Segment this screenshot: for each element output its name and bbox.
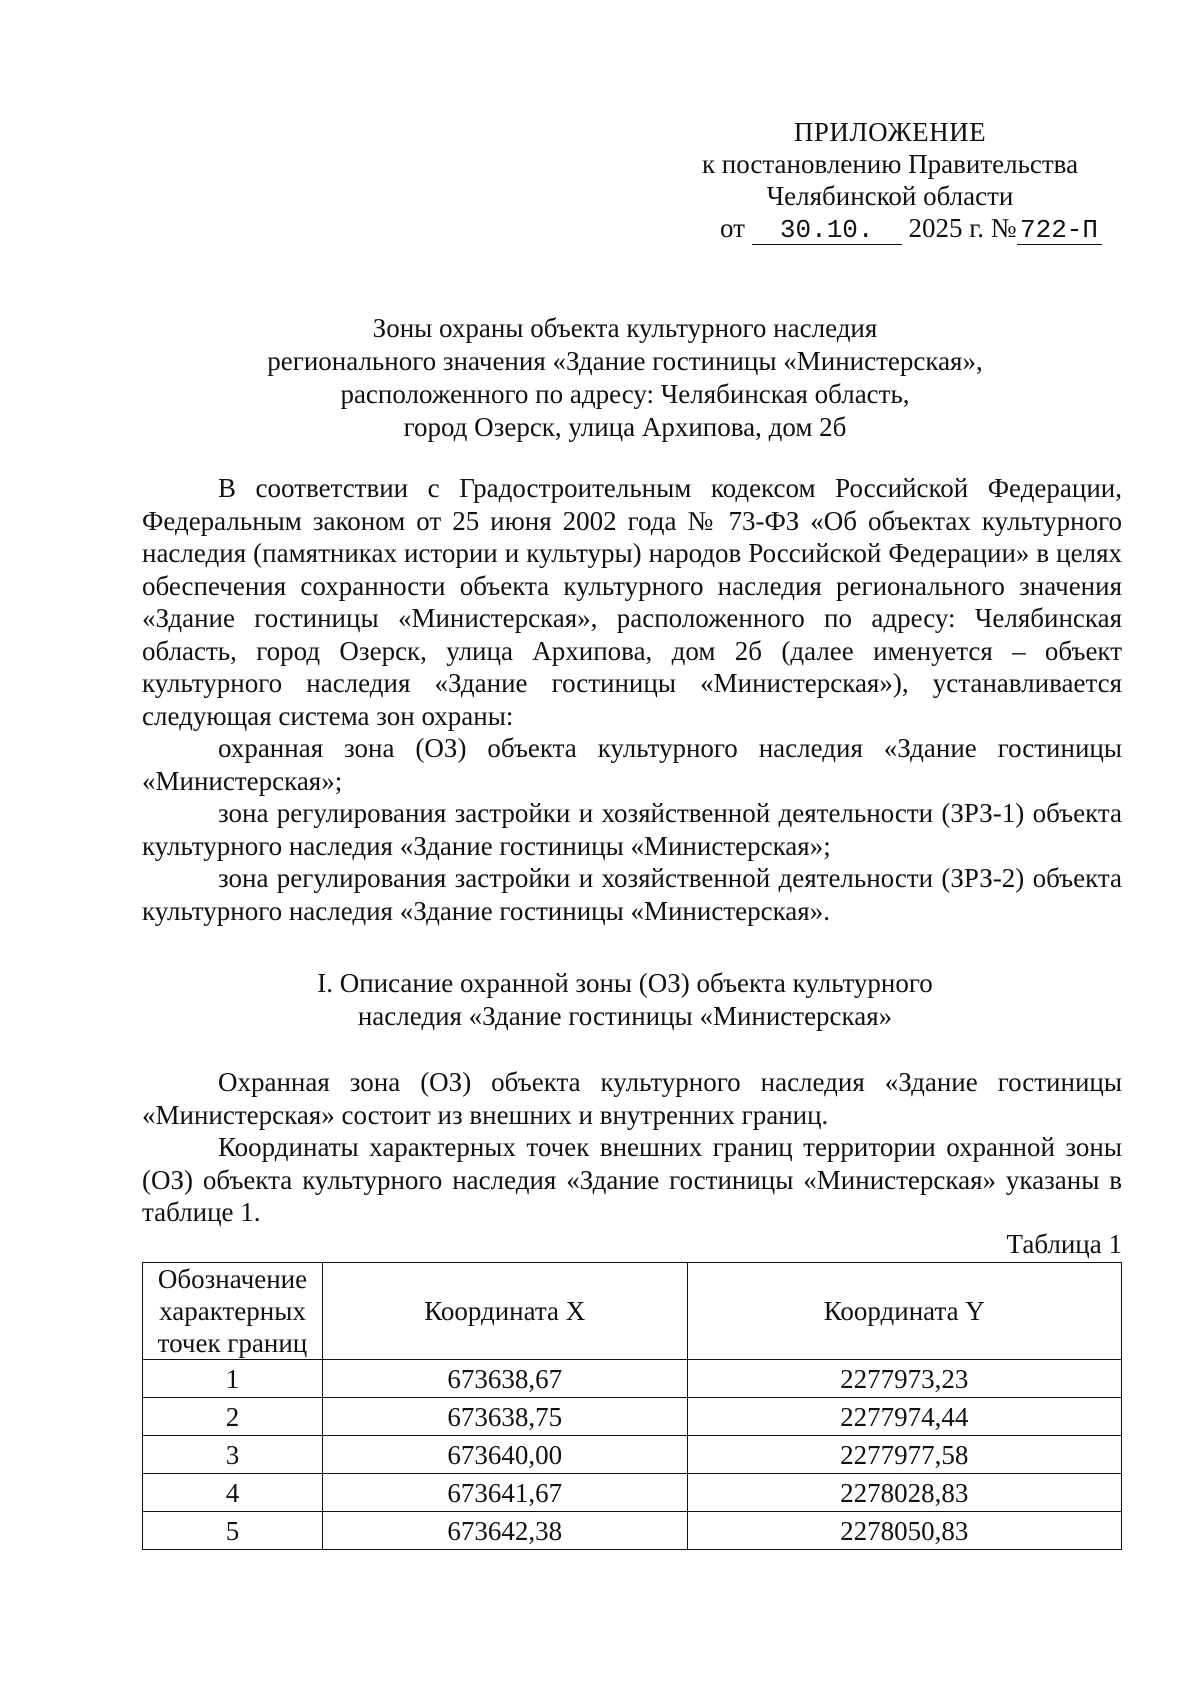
zone-zrz2-paragraph: зона регулирования застройки и хозяйственной деятельности (ЗРЗ-2) объекта культурного наследия «Здание гостиницы «Министерская». (142, 863, 1122, 926)
cell-point: 4 (143, 1474, 323, 1512)
section-1-title-line-2: наследия «Здание гостиницы «Министерская» (357, 1001, 893, 1031)
section-1-body (142, 1066, 1122, 1229)
header-points-line-3: точек границ (157, 1328, 308, 1358)
section-1-paragraph-1: Охранная зона (ОЗ) объекта культурного наследия «Здание гостиницы «Министерская» состоит из внешних и внутренних границ. (142, 1067, 1122, 1130)
cell-x: 673638,75 (322, 1398, 687, 1436)
cell-x: 673640,00 (322, 1436, 687, 1474)
header-points (143, 1263, 323, 1360)
document-title-line-4: город Озерск, улица Архипова, дом 2б (403, 412, 847, 442)
cell-point: 2 (143, 1398, 323, 1436)
table-row (143, 1398, 1122, 1436)
table-caption: Таблица 1 (1006, 1229, 1122, 1259)
section-1-title-line-1: I. Описание охранной зоны (ОЗ) объекта культурного (317, 968, 933, 998)
document-title-line-2: регионального значения «Здание гостиницы «Министерская», (267, 346, 983, 376)
header-points-line-2: характерных (159, 1296, 306, 1326)
cell-y: 2277977,58 (687, 1436, 1121, 1474)
intro-paragraph: В соответствии с Градостроительным кодексом Российской Федерации, Федеральным законом от 25 июня 2002 года № 73-ФЗ «Об объектах культурного наследия (памятниках истории и культуры) народов Российской Федерации» в целях обеспечения сохранности объекта культурного наследия регионального значения «Здание гостиницы «Министерская», расположенного по адресу: Челябинская область, город Озерск, улица Архипова, дом 2б (далее именуется – объект культурного наследия «Здание гостиницы «Министерская»), устанавливается следующая система зон охраны: (142, 473, 1122, 731)
zone-oz-paragraph: охранная зона (ОЗ) объекта культурного наследия «Здание гостиницы «Министерская»; (142, 733, 1122, 796)
cell-x: 673642,38 (322, 1512, 687, 1550)
appendix-title: ПРИЛОЖЕНИЕ (793, 117, 987, 147)
appendix-header (660, 116, 1120, 212)
cell-y: 2277974,44 (687, 1398, 1121, 1436)
section-1-paragraph-2: Координаты характерных точек внешних границ территории охранной зоны (ОЗ) объекта культурного наследия «Здание гостиницы «Министерская» указаны в таблице 1. (142, 1132, 1122, 1227)
cell-x: 673641,67 (322, 1474, 687, 1512)
document-title-line-3: расположенного по адресу: Челябинская область, (340, 379, 910, 409)
header-y: Координата Y (687, 1263, 1121, 1360)
cell-y: 2278028,83 (687, 1474, 1121, 1512)
intro-body (142, 472, 1122, 927)
table-row (143, 1360, 1122, 1398)
date-value: 30.10. (752, 216, 902, 245)
coordinates-table (142, 1262, 1122, 1550)
table-row (143, 1512, 1122, 1550)
zone-zrz1-paragraph: зона регулирования застройки и хозяйственной деятельности (ЗРЗ-1) объекта культурного наследия «Здание гостиницы «Министерская»; (142, 798, 1122, 861)
header-x: Координата X (322, 1263, 687, 1360)
cell-y: 2277973,23 (687, 1360, 1121, 1398)
document-title (130, 312, 1120, 444)
table-row (143, 1436, 1122, 1474)
table-row (143, 1474, 1122, 1512)
date-line (720, 212, 1120, 245)
table-header-row (143, 1263, 1122, 1360)
header-points-line-1: Обозначение (157, 1264, 308, 1294)
date-prefix: от (720, 213, 745, 243)
appendix-line-2: Челябинской области (766, 181, 1014, 211)
appendix-line-1: к постановлению Правительства (701, 149, 1079, 179)
cell-point: 5 (143, 1512, 323, 1550)
section-1-title (130, 967, 1120, 1033)
decree-number: 722-П (1017, 216, 1102, 245)
cell-point: 3 (143, 1436, 323, 1474)
cell-x: 673638,67 (322, 1360, 687, 1398)
year-text: 2025 г. № (908, 213, 1017, 243)
document-title-line-1: Зоны охраны объекта культурного наследия (372, 313, 878, 343)
cell-point: 1 (143, 1360, 323, 1398)
cell-y: 2278050,83 (687, 1512, 1121, 1550)
